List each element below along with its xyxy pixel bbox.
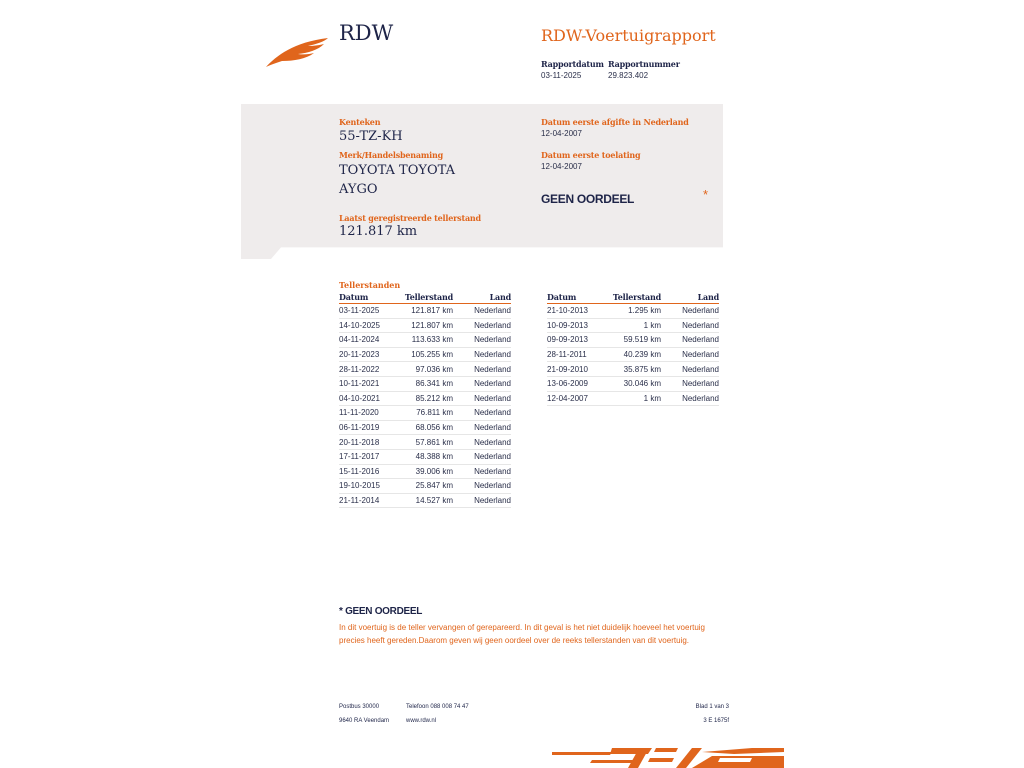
footer-address-line2: 9640 RA Veendam: [339, 718, 390, 724]
logo-text: RDW: [339, 21, 394, 45]
row-reading: 97.036 km: [397, 362, 453, 377]
report-date: 03-11-2025: [541, 71, 582, 80]
column-header-country: Land: [661, 292, 719, 304]
row-country: Nederland: [453, 420, 511, 435]
row-reading: 113.633 km: [397, 333, 453, 348]
table-row: [547, 347, 719, 362]
odometer-table-left: [339, 292, 511, 508]
plate-value: 55-TZ-KH: [339, 129, 403, 144]
row-country: Nederland: [453, 333, 511, 348]
row-date: 20-11-2023: [339, 347, 397, 362]
report-number: 29.823.402: [608, 71, 649, 80]
row-reading: 14.527 km: [397, 493, 453, 508]
row-country: Nederland: [453, 449, 511, 464]
row-date: 15-11-2016: [339, 464, 397, 479]
first-registration-nl-value: 12-04-2007: [541, 129, 582, 138]
row-country: Nederland: [453, 376, 511, 391]
table-row: [339, 304, 511, 319]
column-header-country: Land: [453, 292, 511, 304]
row-reading: 105.255 km: [397, 347, 453, 362]
first-admission-label: Datum eerste toelating: [541, 150, 641, 160]
row-reading: 86.341 km: [397, 376, 453, 391]
column-header-reading: Tellerstand: [605, 292, 661, 304]
row-date: 13-06-2009: [547, 376, 605, 391]
table-row: [547, 318, 719, 333]
make-label: Merk/Handelsbenaming: [339, 150, 444, 160]
vehicle-summary-panel: [241, 104, 723, 259]
row-country: Nederland: [453, 464, 511, 479]
column-header-date: Datum: [547, 292, 605, 304]
row-date: 10-11-2021: [339, 376, 397, 391]
row-country: Nederland: [453, 304, 511, 319]
row-country: Nederland: [661, 318, 719, 333]
first-registration-nl-label: Datum eerste afgifte in Nederland: [541, 117, 689, 127]
row-reading: 30.046 km: [605, 376, 661, 391]
row-country: Nederland: [453, 479, 511, 494]
odometer-value: 121.817 km: [339, 224, 418, 239]
row-reading: 25.847 km: [397, 479, 453, 494]
footer-phone: Telefoon 088 008 74 47: [406, 704, 469, 710]
column-header-date: Datum: [339, 292, 397, 304]
row-reading: 57.861 km: [397, 435, 453, 450]
row-reading: 121.817 km: [397, 304, 453, 319]
row-date: 17-11-2017: [339, 449, 397, 464]
report-title: RDW-Voertuigrapport: [541, 26, 716, 45]
row-date: 28-11-2022: [339, 362, 397, 377]
row-country: Nederland: [661, 391, 719, 406]
row-country: Nederland: [661, 333, 719, 348]
row-country: Nederland: [453, 391, 511, 406]
table-row: [547, 362, 719, 377]
first-admission-value: 12-04-2007: [541, 162, 582, 171]
row-date: 14-10-2025: [339, 318, 397, 333]
rdw-stripes-graphic-icon: [552, 746, 784, 768]
row-date: 10-09-2013: [547, 318, 605, 333]
row-reading: 1.295 km: [605, 304, 661, 319]
row-reading: 85.212 km: [397, 391, 453, 406]
row-date: 21-11-2014: [339, 493, 397, 508]
row-reading: 40.239 km: [605, 347, 661, 362]
table-row: [339, 493, 511, 508]
table-row: [339, 347, 511, 362]
footer-address-line1: Postbus 30000: [339, 704, 380, 710]
make-value-line2: AYGO: [339, 182, 378, 197]
table-row: [339, 333, 511, 348]
odometer-section-title: Tellerstanden: [339, 280, 401, 290]
table-row: [339, 376, 511, 391]
row-country: Nederland: [453, 435, 511, 450]
column-header-reading: Tellerstand: [397, 292, 453, 304]
row-country: Nederland: [453, 493, 511, 508]
verdict-asterisk: *: [703, 187, 709, 202]
row-country: Nederland: [453, 362, 511, 377]
row-country: Nederland: [453, 406, 511, 421]
odometer-table-right: [547, 292, 719, 406]
table-row: [339, 464, 511, 479]
footnote-text: In dit voertuig is de teller vervangen of gerepareerd. In dit geval is het niet duidelijk hoeveel het voertuig precies heeft gereden.Daarom geven wij geen oordeel over de reeks tellerstanden van dit voertuig.: [339, 623, 705, 645]
row-date: 06-11-2019: [339, 420, 397, 435]
report-number-label: Rapportnummer: [608, 59, 680, 69]
row-date: 28-11-2011: [547, 347, 605, 362]
row-reading: 121.807 km: [397, 318, 453, 333]
row-reading: 68.056 km: [397, 420, 453, 435]
row-country: Nederland: [661, 376, 719, 391]
row-reading: 1 km: [605, 318, 661, 333]
table-row: [547, 376, 719, 391]
table-row: [547, 391, 719, 406]
row-country: Nederland: [661, 362, 719, 377]
row-date: 20-11-2018: [339, 435, 397, 450]
footer-website: www.rdw.nl: [406, 718, 437, 724]
row-country: Nederland: [453, 318, 511, 333]
rdw-feather-logo-icon: [264, 34, 332, 68]
plate-label: Kenteken: [339, 117, 381, 127]
table-row: [339, 435, 511, 450]
table-row: [339, 406, 511, 421]
row-reading: 76.811 km: [397, 406, 453, 421]
row-country: Nederland: [661, 347, 719, 362]
report-date-label: Rapportdatum: [541, 59, 604, 69]
row-country: Nederland: [453, 347, 511, 362]
row-date: 11-11-2020: [339, 406, 397, 421]
footer-page-number: Blad 1 van 3: [695, 704, 729, 710]
table-row: [339, 318, 511, 333]
odometer-label: Laatst geregistreerde tellerstand: [339, 213, 481, 223]
table-row: [339, 479, 511, 494]
row-country: Nederland: [661, 304, 719, 319]
row-reading: 39.006 km: [397, 464, 453, 479]
table-row: [547, 304, 719, 319]
row-date: 12-04-2007: [547, 391, 605, 406]
table-row: [339, 449, 511, 464]
row-reading: 48.388 km: [397, 449, 453, 464]
table-row: [339, 391, 511, 406]
row-date: 03-11-2025: [339, 304, 397, 319]
footnote-title: * GEEN OORDEEL: [339, 606, 423, 617]
row-date: 19-10-2015: [339, 479, 397, 494]
row-date: 04-11-2024: [339, 333, 397, 348]
row-date: 04-10-2021: [339, 391, 397, 406]
row-date: 09-09-2013: [547, 333, 605, 348]
row-reading: 59.519 km: [605, 333, 661, 348]
row-reading: 35.875 km: [605, 362, 661, 377]
row-date: 21-09-2010: [547, 362, 605, 377]
row-date: 21-10-2013: [547, 304, 605, 319]
footer-document-code: 3 E 1675f: [703, 718, 729, 724]
row-reading: 1 km: [605, 391, 661, 406]
verdict-text: GEEN OORDEEL: [541, 192, 635, 206]
table-row: [547, 333, 719, 348]
table-row: [339, 420, 511, 435]
table-row: [339, 362, 511, 377]
make-value-line1: TOYOTA TOYOTA: [339, 163, 455, 178]
